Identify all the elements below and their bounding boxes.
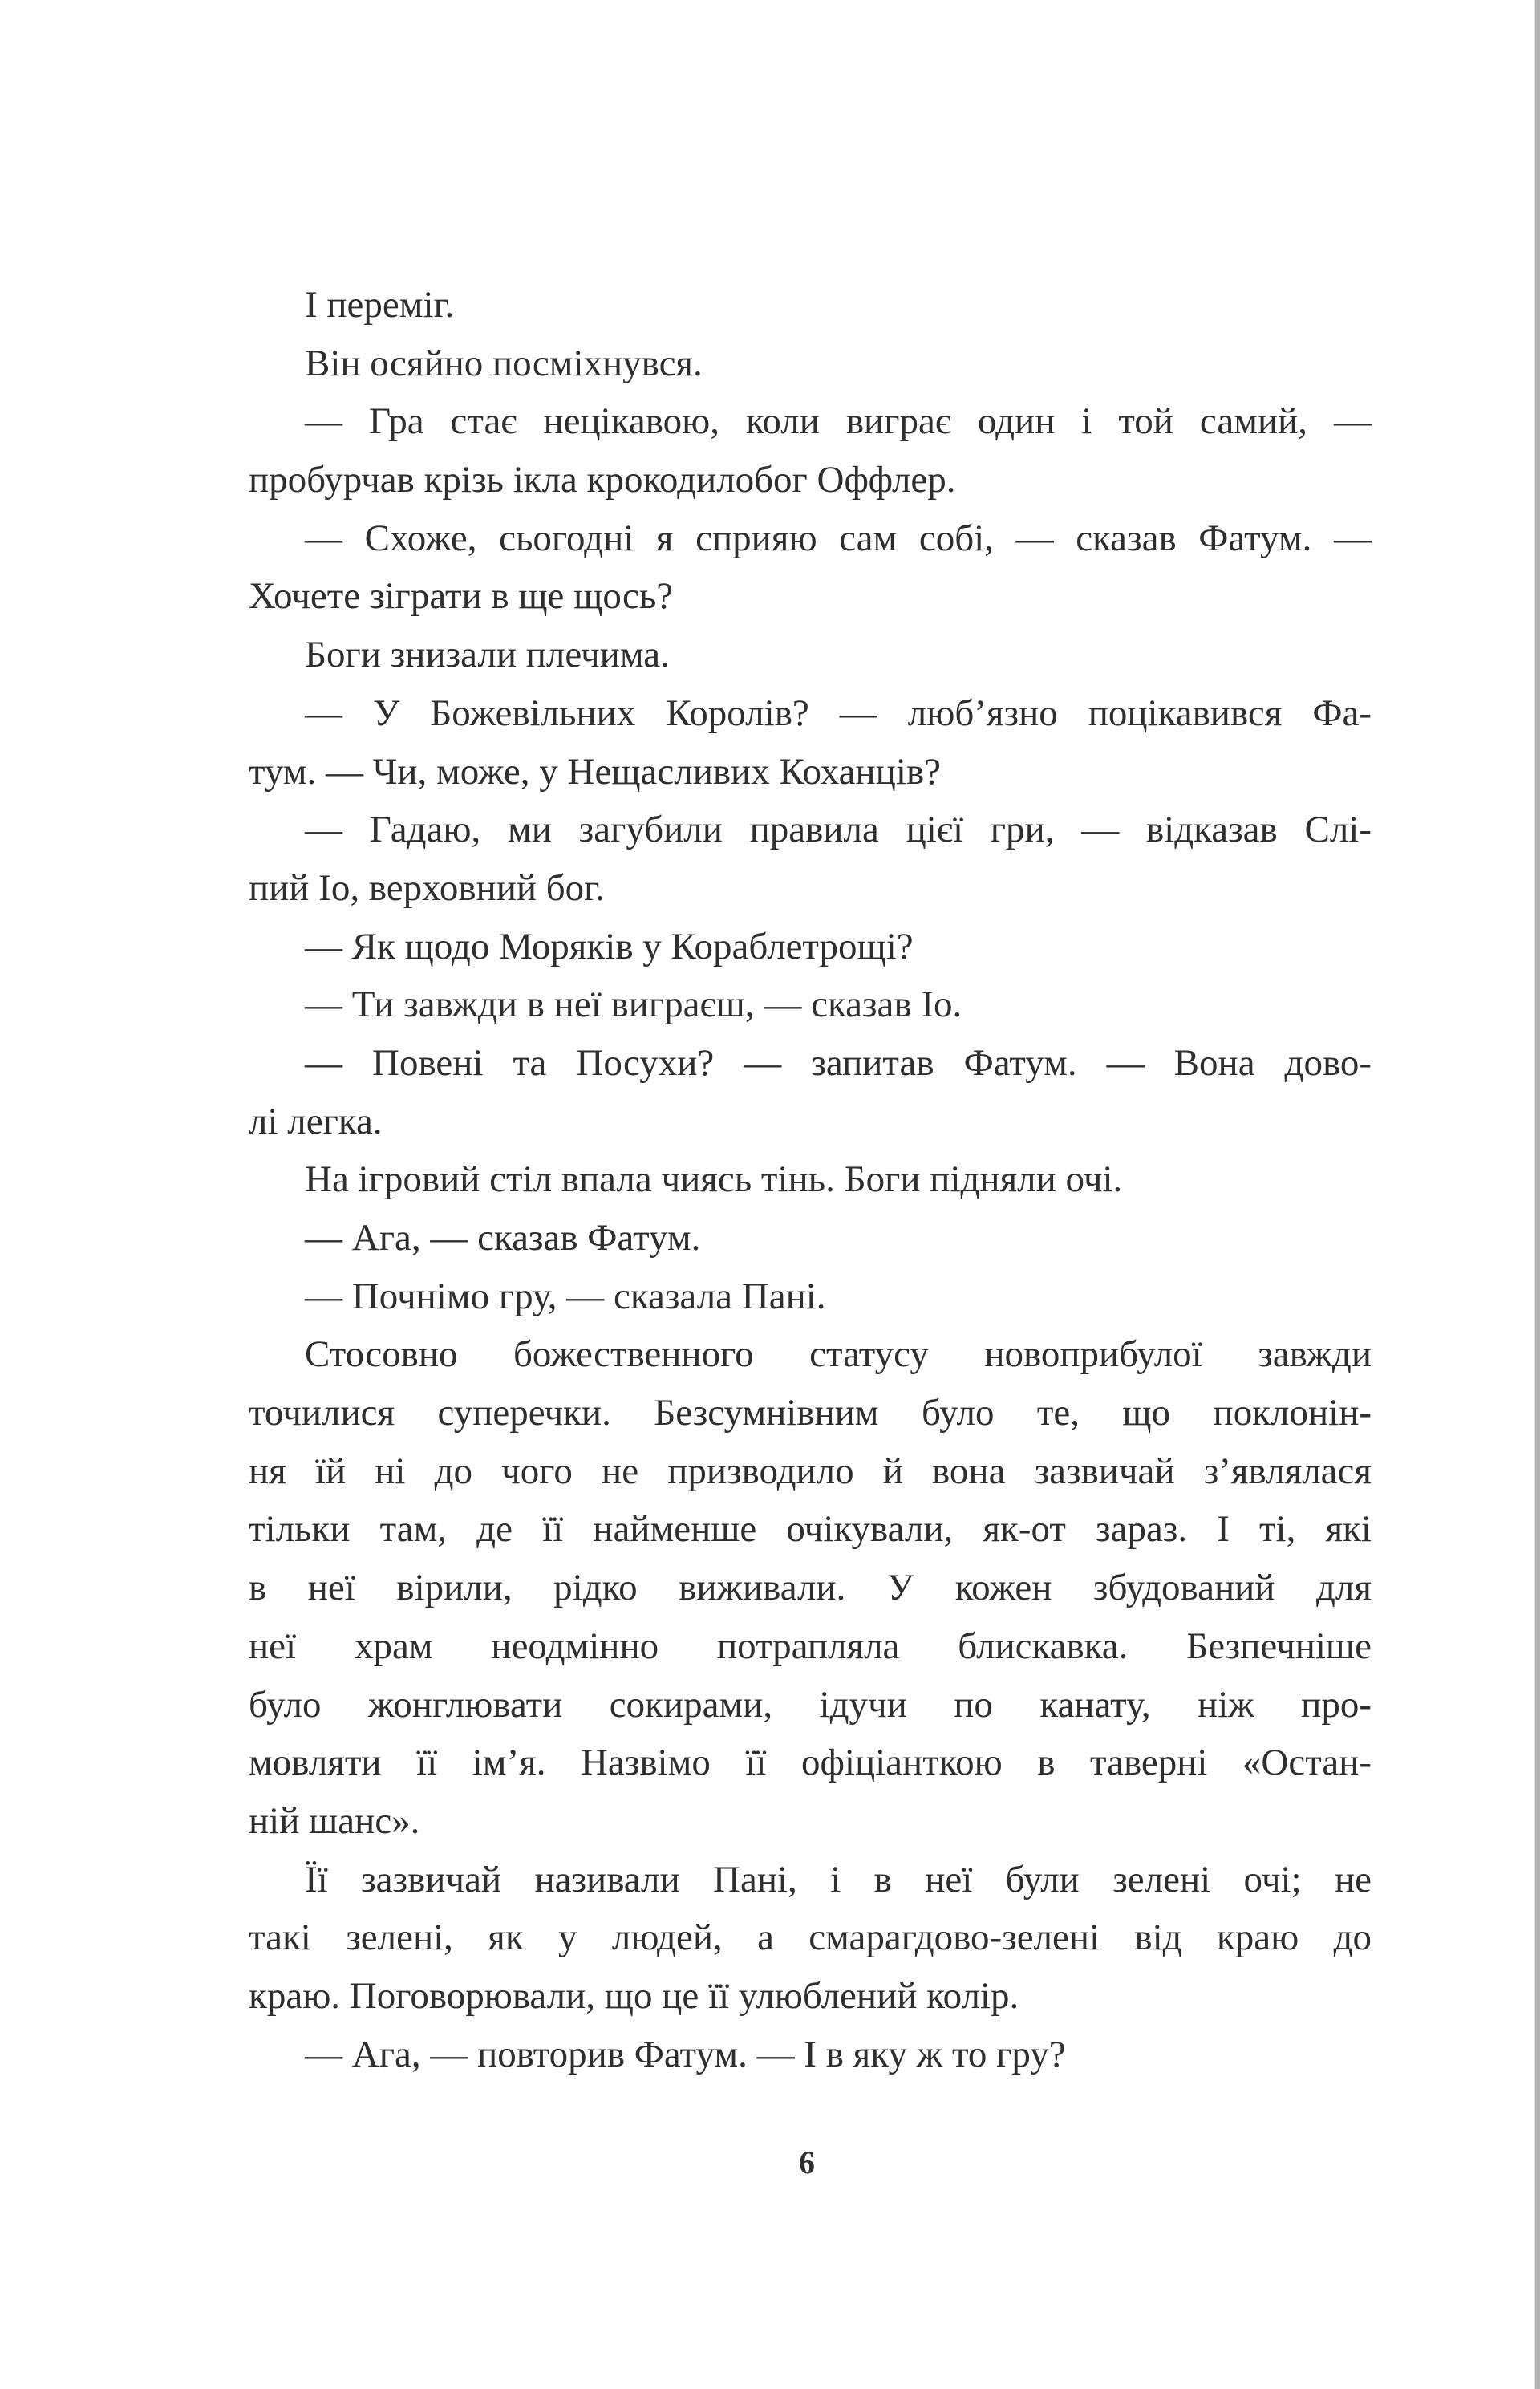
text-line: Стосовно божественного статусу новоприбулої завжди — [305, 1333, 1372, 1376]
text-line: — Повені та Посухи? — запитав Фатум. — Вона дово- — [305, 1041, 1372, 1084]
text-line: в неї вірили, рідко виживали. У кожен збудований для — [249, 1567, 1372, 1609]
text-line: — Гадаю, ми загубили правила цієї гри, — відказав Слі- — [305, 809, 1372, 851]
text-line: неї храм неодмінно потрапляла блискавка. Безпечніше — [249, 1624, 1372, 1667]
text-line: — Схоже, сьогодні я сприяю сам собі, — сказав Фатум. — — [305, 517, 1372, 559]
text-line: — Ти завжди в неї виграєш, — сказав Іо. — [305, 984, 962, 1026]
page-edge — [1534, 0, 1540, 2389]
text-line: тільки там, де її найменше очікували, як-от зараз. І ті, які — [249, 1508, 1372, 1551]
text-line: — У Божевільних Королів? — люб’язно поцікавився Фа- — [305, 692, 1372, 734]
text-line: тум. — Чи, може, у Нещасливих Коханців? — [249, 750, 941, 793]
text-line: мовляти її ім’я. Назвімо її офіціанткою в таверні «Остан- — [249, 1742, 1372, 1784]
text-line: — Гра стає нецікавою, коли виграє один і той самий, — — [305, 400, 1372, 443]
text-line: — Почнімо гру, — сказала Пані. — [305, 1275, 826, 1317]
page-body-text — [249, 276, 1372, 2083]
text-line: пий Іо, верховний бог. — [249, 866, 605, 909]
text-line: Хочете зіграти в ще щось? — [249, 575, 674, 618]
text-line: Її зазвичай називали Пані, і в неї були зелені очі; не — [305, 1858, 1372, 1900]
text-line: Він осяйно посміхнувся. — [305, 342, 703, 384]
text-line: було жонглювати сокирами, ідучи по канату, ніж про- — [249, 1683, 1372, 1726]
text-line: лі легка. — [249, 1100, 383, 1142]
text-line: Боги знизали плечима. — [305, 634, 670, 676]
text-line: точилися суперечки. Безсумнівним було те, що поклонін- — [249, 1392, 1372, 1434]
text-line: пробурчав крізь ікла крокодилобог Оффлер. — [249, 459, 956, 501]
text-line: І переміг. — [305, 284, 455, 326]
text-line: — Як щодо Моряків у Кораблетрощі? — [305, 925, 914, 967]
text-line: ня їй ні до чого не призводило й вона зазвичай з’являлася — [249, 1450, 1372, 1492]
page-number: 6 — [799, 2144, 815, 2180]
text-line: ній шанс». — [249, 1799, 420, 1842]
text-line: краю. Поговорювали, що це її улюблений колір. — [249, 1974, 1019, 2017]
text-line: — Ага, — сказав Фатум. — [305, 1217, 701, 1259]
text-line: такі зелені, як у людей, а смарагдово-зелені від краю до — [249, 1916, 1372, 1959]
text-line: На ігровий стіл впала чиясь тінь. Боги підняли очі. — [305, 1158, 1123, 1201]
text-line: — Ага, — повторив Фатум. — І в яку ж то гру? — [305, 2033, 1066, 2075]
